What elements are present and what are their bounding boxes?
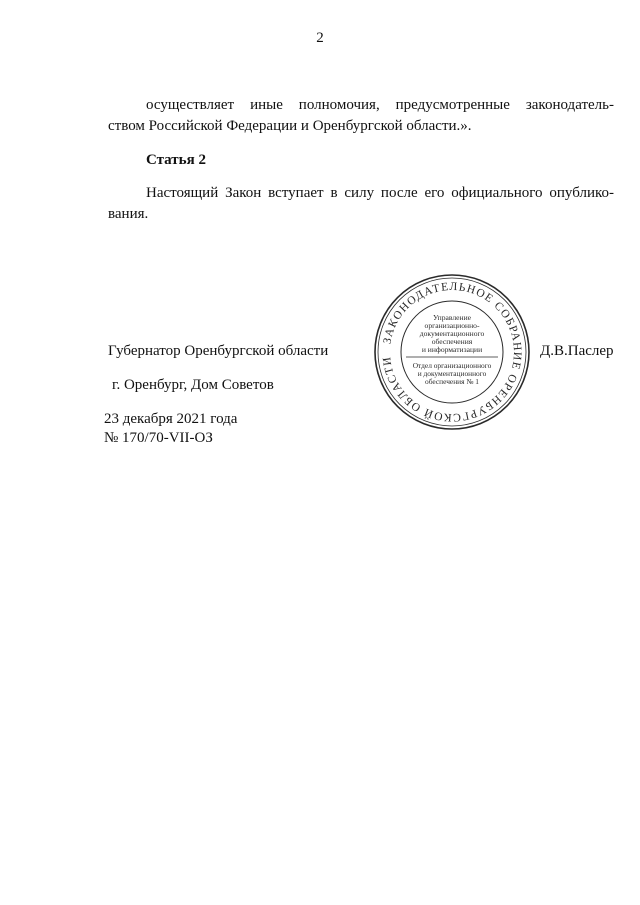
- law-number: № 170/70-VII-ОЗ: [104, 430, 213, 446]
- article-heading: Статья 2: [146, 152, 206, 168]
- seal-inner-line: и информатизации: [421, 345, 483, 354]
- seal-inner-line: обеспечения: [431, 337, 473, 346]
- paragraph-2-line-1: Настоящий Закон вступает в силу после его официального опублико-: [146, 185, 614, 201]
- seal-inner-line: организационно-: [424, 321, 480, 330]
- seal-inner-line: Управление: [432, 313, 472, 322]
- seal-inner-line: документационного: [419, 329, 485, 338]
- official-seal: [372, 272, 532, 432]
- seal-dept-line: обеспечения № 1: [425, 377, 479, 386]
- law-date: 23 декабря 2021 года: [104, 411, 238, 427]
- seal-dept-line: Отдел организационного: [412, 361, 492, 370]
- signatory-name: Д.В.Паслер: [540, 343, 614, 359]
- official-seal-graphic: [372, 272, 532, 432]
- signatory-position: Губернатор Оренбургской области: [108, 343, 329, 359]
- page-number: 2: [316, 30, 324, 46]
- seal-outer-text: ЗАКОНОДАТЕЛЬНОЕ СОБРАНИЕ ОРЕНБУРГСКОЙ ОБЛАСТИ: [381, 280, 524, 424]
- paragraph-2-line-2: вания.: [108, 206, 149, 222]
- paragraph-1-line-1: осуществляет иные полномочия, предусмотренные законодатель-: [146, 97, 614, 113]
- seal-dept-line: и документационного: [417, 369, 487, 378]
- signing-place: г. Оренбург, Дом Советов: [112, 377, 274, 393]
- paragraph-1-line-2: ством Российской Федерации и Оренбургской области.».: [108, 118, 472, 134]
